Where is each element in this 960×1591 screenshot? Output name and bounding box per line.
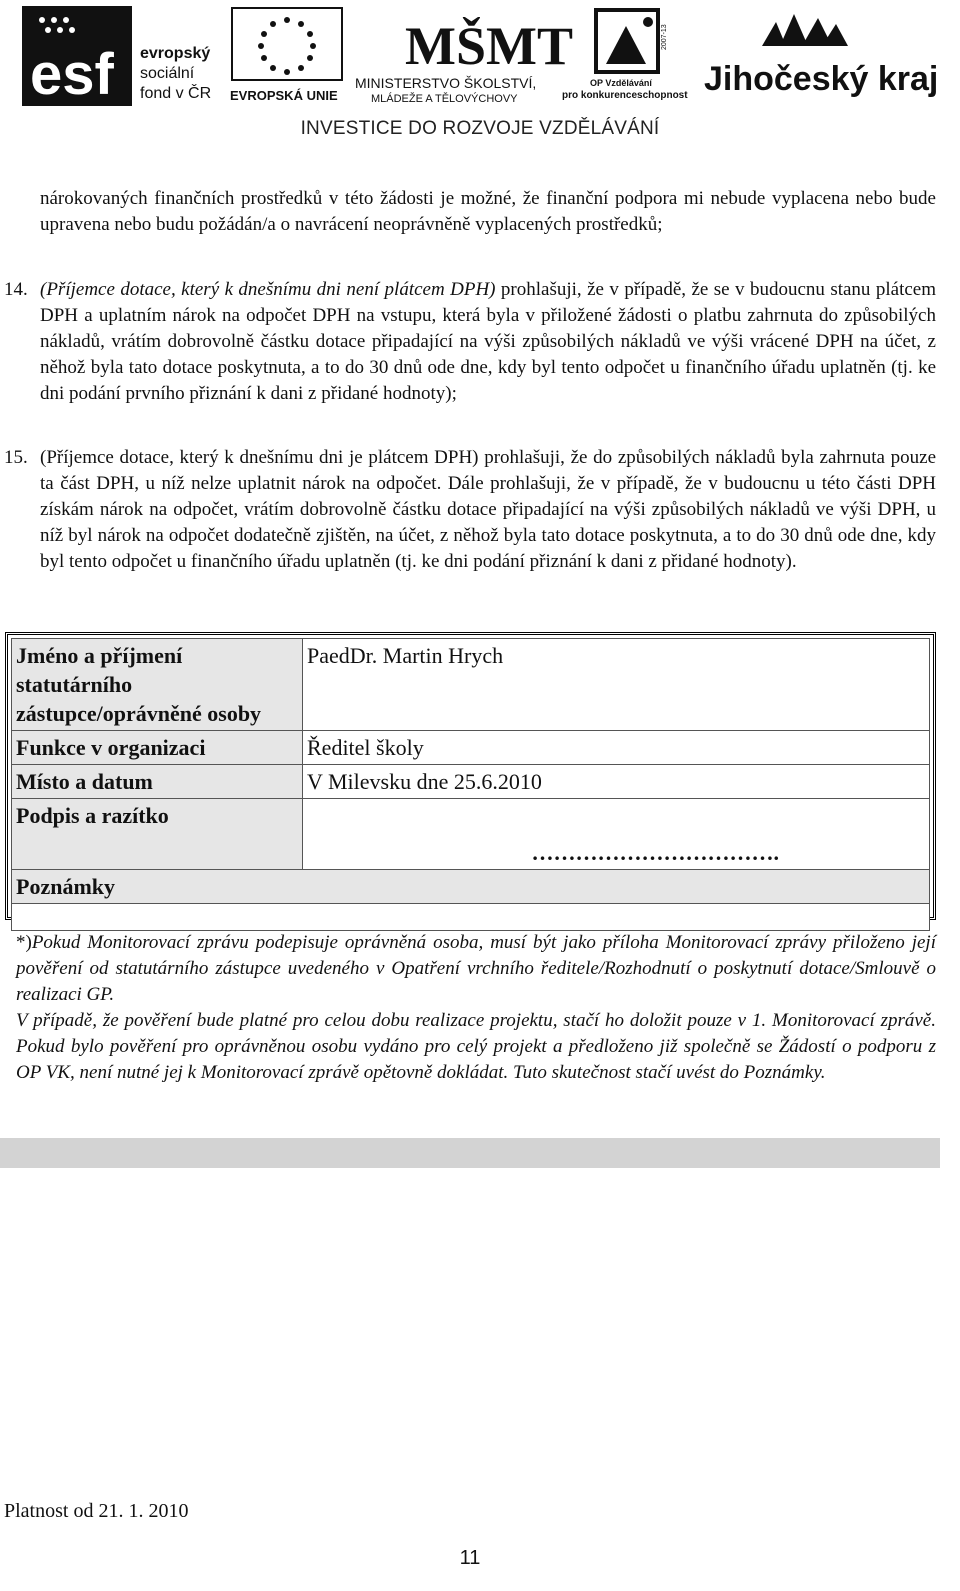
- esf-line2: sociální: [140, 65, 195, 82]
- validity-note: Platnost od 21. 1. 2010: [4, 1500, 189, 1522]
- grey-separator-bar: [0, 1138, 940, 1168]
- row-value-notes: [12, 904, 930, 931]
- signature-table: [11, 638, 930, 931]
- table-row: [12, 731, 930, 765]
- esf-line1: evropský: [140, 45, 211, 62]
- msmt-line2: MLÁDEŽE A TĚLOVÝCHOVY: [371, 93, 518, 105]
- footnote-para2: V případě, že pověření bude platné pro celou dobu realizace projektu, stačí ho doložit pouze v 1. Monitorovací zprávě. Pokud bylo pověření pro oprávněnou osobu vydáno pro celý projekt a předloženo již společně se Žádostí o podporu z OP VK, není nutné jej k Monitorovací zprávě opětovně dokládat. Tuto skutečnost stačí uvést do Poznámky.: [16, 1010, 936, 1083]
- eu-flag-logo: [230, 6, 350, 106]
- row-label-signature: Podpis a razítko: [12, 799, 303, 870]
- page-number: 11: [459, 1547, 481, 1569]
- item-body: [40, 277, 936, 407]
- row-label-name: Jméno a příjmení statutárního zástupce/oprávněné osoby: [12, 639, 303, 731]
- row-label-function: Funkce v organizaci: [12, 731, 303, 765]
- kraj-emblem-icon: [762, 14, 848, 46]
- list-item-15: [4, 445, 936, 575]
- msmt-line1: MINISTERSTVO ŠKOLSTVÍ,: [355, 75, 537, 91]
- item-body: (Příjemce dotace, který k dnešnímu dni je plátcem DPH) prohlašuji, že do způsobilých nákladů byla zahrnuta pouze ta část DPH, u níž nelze uplatnit nárok na odpočet. Dále prohlašuji, že v případě, že v budoucnu u této části DPH získám nárok na odpočet, vrátím dobrovolně částku dotace připadající na výši způsobilých nákladů ve výši DPH, u níž byl nárok na odpočet dodatečně zjištěn, na účet, z něhož byla tato dotace poskytnuta, a to do 30 dnů ode dne, kdy byl tento odpočet u finančního úřadu uplatněn (tj. ke dni podání přiznání k dani z přidané hodnoty).: [40, 447, 936, 572]
- item-number: 15.: [4, 447, 28, 468]
- footnote-para1: Pokud Monitorovací zprávu podepisuje oprávněná osoba, musí být jako příloha Monitorovací zprávy přiloženo její pověření od statutárního zástupce uvedeného v Opatření vrchního ředitele/Rozhodnutí o poskytnutí dotace/Smlouvě o realizaci GP.: [16, 932, 936, 1005]
- esf-logo: [22, 6, 222, 106]
- msmt-logo: [355, 6, 573, 106]
- table-row: [12, 765, 930, 799]
- paragraph-continued: nárokovaných finančních prostředků v této žádosti je možné, že finanční podpora mi nebude vyplacena nebo bude upravena nebo budu požádán/a o navrácení neoprávněně vyplacených prostředků;: [40, 188, 936, 235]
- signature-dots: …………………………….: [531, 840, 779, 865]
- row-value-function: Ředitel školy: [303, 731, 930, 765]
- footnote: [16, 930, 936, 1086]
- op-vk-logo: [562, 6, 692, 106]
- row-value-name: PaedDr. Martin Hrych: [303, 639, 930, 731]
- op-side: 2007-13: [661, 24, 668, 50]
- esf-line3: fond v ČR: [140, 85, 212, 102]
- investice-tagline: INVESTICE DO ROZVOJE VZDĚLÁVÁNÍ: [300, 118, 660, 139]
- eu-label: EVROPSKÁ UNIE: [230, 88, 338, 103]
- row-value-signature: [303, 799, 930, 870]
- logo-band: [0, 0, 960, 150]
- jck-label: Jihočeský kraj: [704, 60, 939, 98]
- table-row: [12, 870, 930, 904]
- table-row: [12, 639, 930, 731]
- signature-table-frame: [5, 632, 936, 920]
- op-line1: OP Vzdělávání: [590, 78, 652, 88]
- item-text: prohlašuji, že v případě, že se v budoucnu stanu plátcem DPH a uplatním nárok na odpočet DPH na vstupu, která byla v přiložené žádosti o platbu zahrnuta do způsobilých nákladů, vrátím dobrovolně částku dotace připadající na výši způsobilých nákladů ve výši vrácené DPH na účet, z něhož byla tato dotace poskytnuta, a to do 30 dnů ode dne, kdy byl tento odpočet u finančního úřadu uplatněn (tj. ke dni podání prvního přiznání k dani z přidané hodnoty);: [40, 279, 937, 404]
- item-number: 14.: [4, 279, 28, 300]
- row-label-notes: Poznámky: [12, 870, 930, 904]
- msmt-mark: MŠMT: [405, 16, 573, 76]
- row-label-place-date: Místo a datum: [12, 765, 303, 799]
- op-line2: pro konkurenceschopnost: [562, 90, 688, 101]
- esf-mark: esf: [30, 42, 114, 107]
- item-italic-lead: (Příjemce dotace, který k dnešnímu dni není plátcem DPH): [40, 279, 496, 300]
- row-value-place-date: V Milevsku dne 25.6.2010: [303, 765, 930, 799]
- footnote-marker: *): [16, 932, 32, 953]
- jihocesky-kraj-logo: [702, 6, 939, 106]
- list-item-14: [4, 277, 936, 407]
- table-row: [12, 904, 930, 931]
- table-row: [12, 799, 930, 870]
